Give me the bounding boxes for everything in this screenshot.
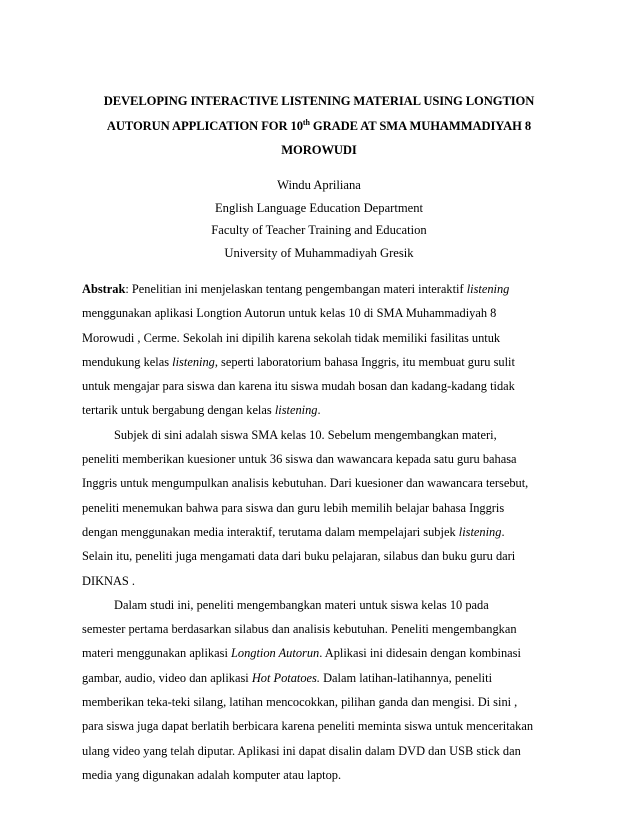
abstract-label: Abstrak (82, 282, 126, 296)
text-segment: Subjek di sini adalah siswa SMA kelas 10. Sebelum mengembangkan materi, (114, 427, 497, 442)
abstract-line (82, 597, 562, 621)
text-segment: Morowudi , Cerme. Sekolah ini dipilih karena sekolah tidak memiliki fasilitas untuk (82, 330, 501, 345)
text-segment: gambar, audio, video dan aplikasi (82, 670, 252, 685)
text-segment: DIKNAS . (82, 573, 136, 588)
abstract-line (82, 767, 562, 791)
abstract-line (82, 743, 562, 767)
abstract-line (82, 621, 562, 645)
abstract-line (82, 670, 562, 694)
paper-title (80, 89, 558, 163)
abstract-line (82, 718, 562, 742)
abstract-line (82, 694, 562, 718)
abstract (82, 281, 562, 791)
text-segment: Dalam studi ini, peneliti mengembangkan materi untuk siswa kelas 10 pada (114, 597, 489, 612)
text-segment: . (317, 403, 321, 418)
abstract-line (82, 451, 562, 475)
title-line: AUTORUN APPLICATION FOR 10th GRADE AT SMA MUHAMMADIYAH 8 (106, 117, 532, 133)
title-line: MOROWUDI (281, 143, 357, 157)
author-block (0, 174, 638, 264)
text-segment: media yang digunakan adalah komputer atau laptop. (82, 767, 342, 782)
text-segment: mendukung kelas (82, 354, 173, 369)
text-segment: Inggris untuk mengumpulkan analisis kebutuhan. Dari kuesioner dan wawancara tersebut, (82, 476, 529, 491)
abstract-line (82, 500, 562, 524)
italic-term: Longtion Autorun (230, 646, 320, 661)
italic-term: listening (172, 354, 215, 369)
text-segment: menggunakan aplikasi Longtion Autorun untuk kelas 10 di SMA Muhammadiyah 8 (82, 306, 497, 321)
text-segment: Selain itu, peneliti juga mengamati data dari buku pelajaran, silabus dan buku guru dari (82, 549, 516, 564)
text-segment: ulang video yang telah diputar. Aplikasi ini dapat disalin dalam DVD dan USB stick dan (82, 743, 521, 758)
text-segment: . Aplikasi ini didesain dengan kombinasi (319, 646, 521, 661)
text-segment: : Penelitian ini menjelaskan tentang pengembangan materi interaktif (125, 282, 467, 296)
text-segment: peneliti menemukan bahwa para siswa dan guru lebih memilih belajar bahasa Inggris (82, 500, 505, 515)
text-segment: Dalam latihan-latihannya, peneliti (319, 670, 493, 685)
abstract-line (82, 281, 562, 305)
affiliation-department: English Language Education Department (214, 200, 424, 215)
italic-term: Hot Potatoes. (251, 670, 320, 685)
abstract-line (82, 354, 562, 378)
abstract-line (82, 524, 562, 548)
text-segment: untuk mengajar para siswa dan karena itu siswa mudah bosan dan kadang-kadang tidak (82, 379, 515, 394)
text-segment: . (501, 524, 505, 539)
abstract-line (82, 305, 562, 329)
abstract-line (82, 475, 562, 499)
text-segment: semester pertama berdasarkan silabus dan analisis kebutuhan. Peneliti mengembangkan (82, 622, 517, 637)
text-segment: dengan menggunakan media interaktif, terutama dalam mempelajari subjek (82, 524, 459, 539)
italic-term: listening (466, 282, 510, 296)
title-line: DEVELOPING INTERACTIVE LISTENING MATERIAL USING LONGTION (103, 94, 535, 108)
abstract-line (82, 330, 562, 354)
italic-term: listening (274, 403, 318, 418)
italic-term: listening (458, 524, 502, 539)
abstract-line (82, 378, 562, 402)
abstract-line (82, 402, 562, 426)
author-name: Windu Apriliana (277, 178, 361, 192)
abstract-line (82, 427, 562, 451)
affiliation-university: University of Muhammadiyah Gresik (224, 245, 414, 260)
text-segment: , seperti laboratorium bahasa Inggris, itu membuat guru sulit (214, 354, 515, 369)
abstract-line (82, 548, 562, 572)
text-segment: peneliti memberikan kuesioner untuk 36 siswa dan wawancara kepada satu guru bahasa (82, 452, 517, 467)
text-segment: memberikan teka-teki silang, latihan mencocokkan, pilihan ganda dan mengisi. Di sini , (82, 695, 518, 710)
text-segment: tertarik untuk bergabung dengan kelas (82, 403, 275, 418)
affiliation-faculty: Faculty of Teacher Training and Education (211, 223, 427, 237)
text-segment: materi menggunakan aplikasi (82, 646, 231, 661)
ordinal-suffix: th (302, 117, 310, 127)
abstract-line (82, 573, 562, 597)
text-segment: para siswa juga dapat berlatih berbicara karena peneliti meminta siswa untuk menceritakan (82, 719, 534, 734)
abstract-line (82, 645, 562, 669)
